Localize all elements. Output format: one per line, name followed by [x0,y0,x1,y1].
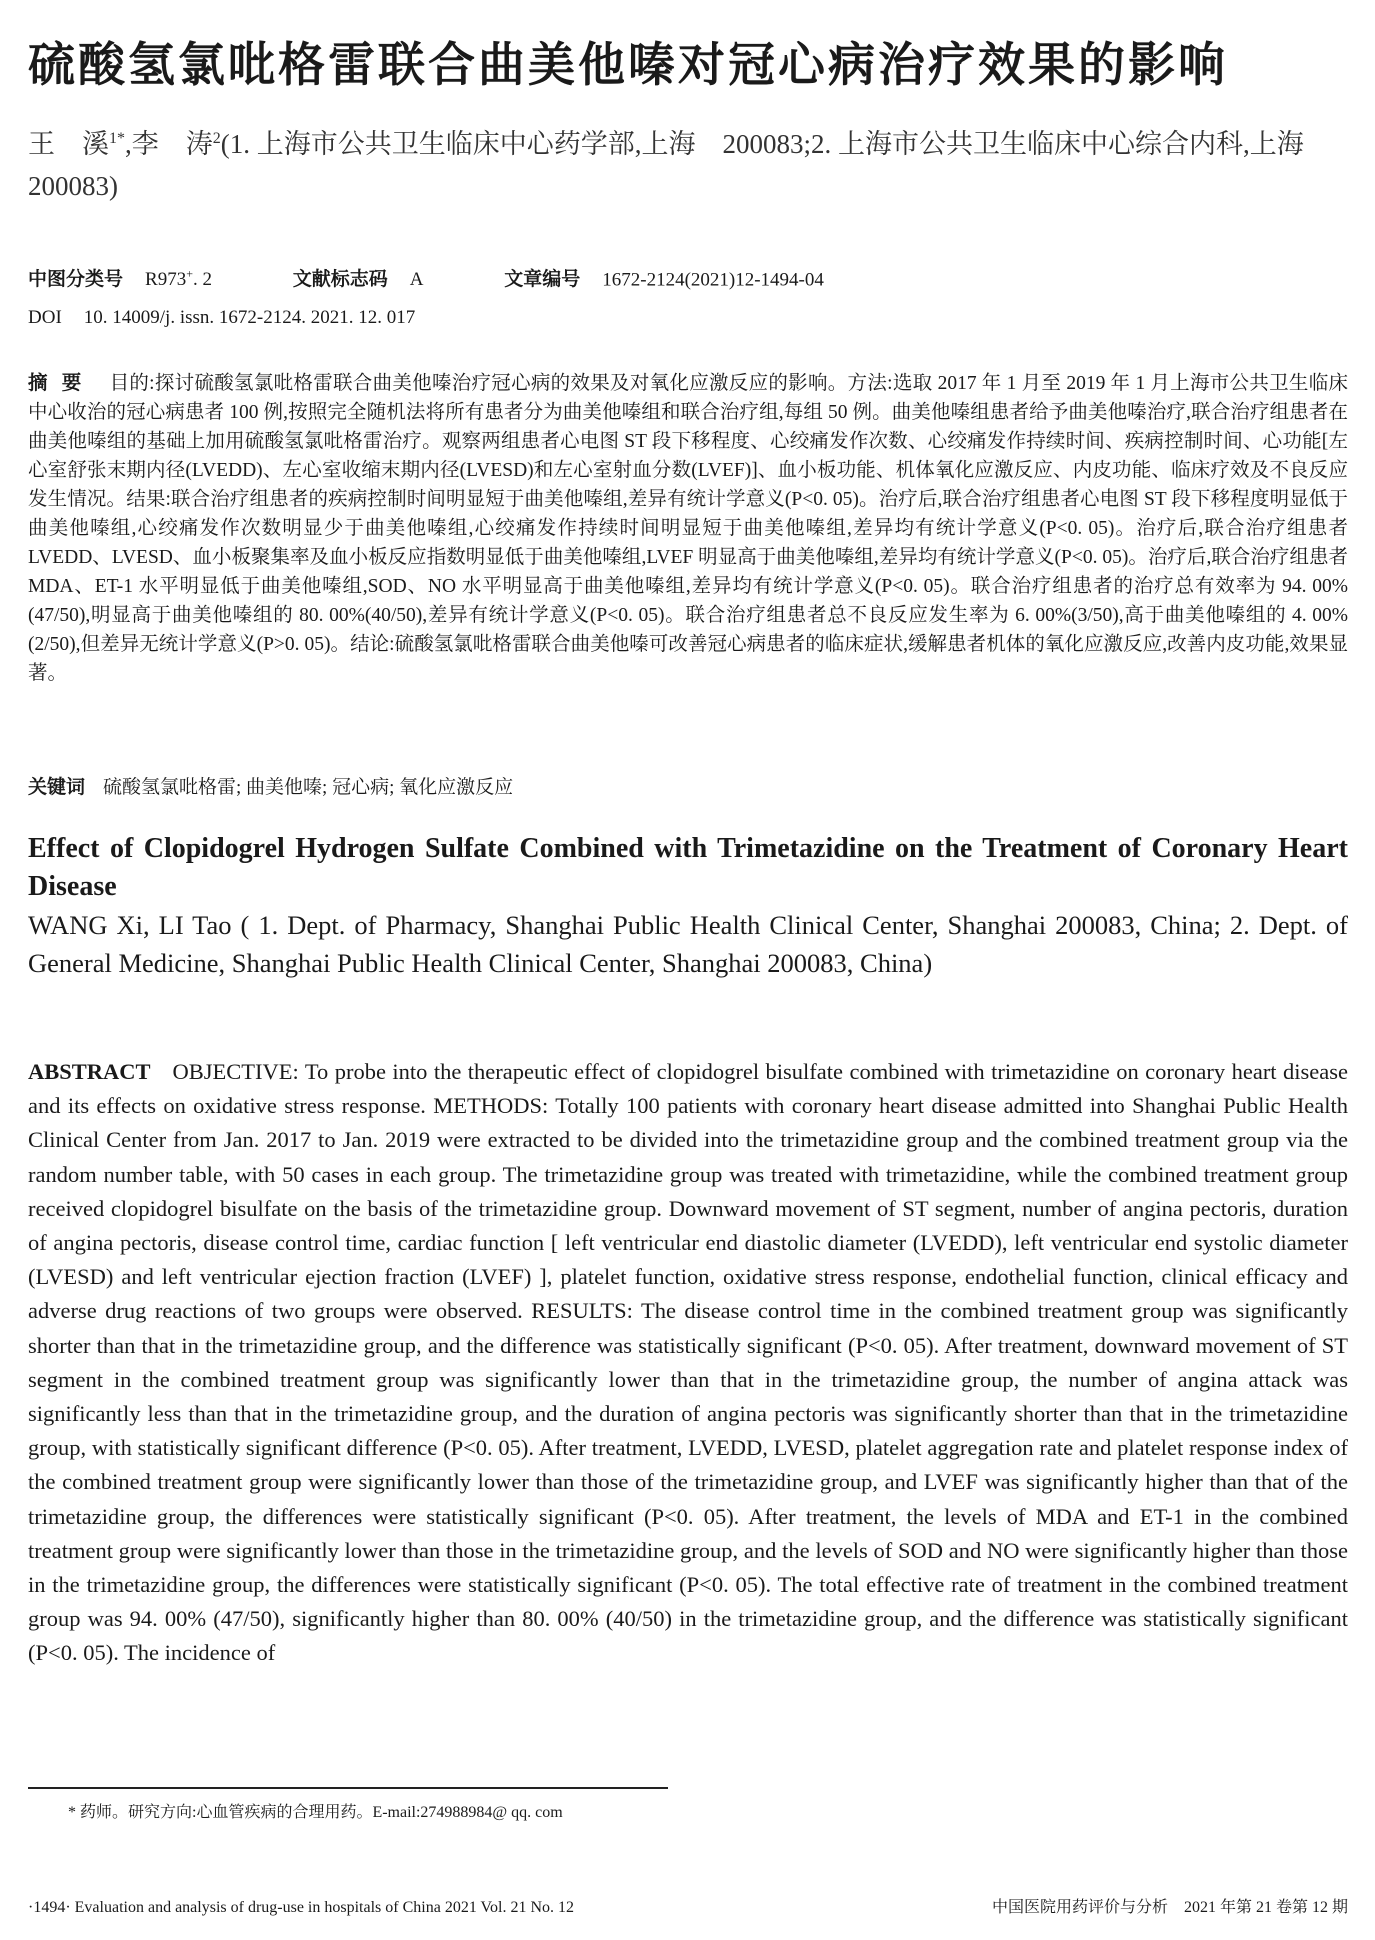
doc-code-label: 文献标志码 [292,268,388,291]
footer-journal-en: ·1494· Evaluation and analysis of drug-use in hospitals of China 2021 Vol. 21 No. 12 [28,1899,575,1916]
metadata-row [28,255,1348,299]
article-number-label: 文章编号 [504,268,581,291]
footer-journal-cn: 中国医院用药评价与分析 2021 年第 21 卷第 12 期 [991,1899,1348,1916]
affiliations: (1. 上海市公共卫生临床中心药学部,上海 200083;2. 上海市公共卫生临床中心综合内科,上海 200083) [28,129,1331,201]
article-number-value: 1672-2124(2021)12-1494-04 [602,269,824,291]
clc-value: R973+. 2 [145,267,212,291]
footnote: * 药师。研究方向:心血管疾病的合理用药。E-mail:274988984@ qq. com [68,1804,563,1821]
keywords-text: 硫酸氢氯吡格雷; 曲美他嗪; 冠心病; 氧化应激反应 [103,777,514,798]
english-abstract-text: OBJECTIVE: To probe into the therapeutic effect of clopidogrel bisulfate combined with trimetazidine on coronary heart disease and its effects on oxidative stress response. METHODS: Totally 100 patients with coronary heart disease admitted into Shanghai Public Health Clinical Center from Jan. 2017 to Jan. 2019 were extracted to be divided into the trimetazidine group and the combined treatment group via the random number table, with 50 cases in each group. The trimetazidine group was treated with trimetazidine, while the combined treatment group received clopidogrel bisulfate on the basis of the trimetazidine group. Downward movement of ST segment, number of angina pectoris, duration of angina pectoris, disease control time, cardiac function [ left ventricular end diastolic diameter (LVEDD), left ventricular end systolic diameter (LVESD) and left ventricular ejection fraction (LVEF) ], platelet function, oxidative stress response, endothelial function, clinical efficacy and adverse drug reactions of two groups were observed. RESULTS: The disease control time in the combined treatment group was significantly shorter than that in the trimetazidine group, and the difference was statistically significant (P<0. 05). After treatment, downward movement of ST segment in the combined treatment group was significantly lower than that in the trimetazidine group, the number of angina attack was significantly less than that in the trimetazidine group, and the duration of angina pectoris was significantly shorter than that in the trimetazidine group, with statistically significant difference (P<0. 05). After treatment, LVEDD, LVESD, platelet aggregation rate and platelet response index of the combined treatment group were significantly lower than those of the trimetazidine group, and LVEF was significantly higher than that of the trimetazidine group, the differences were statistically significant (P<0. 05). After treatment, the levels of MDA and ET-1 in the combined treatment group were significantly lower than those in the trimetazidine group, and the levels of SOD and NO were significantly higher than those in the trimetazidine group, the differences were statistically significant (P<0. 05). The total effective rate of treatment in the combined treatment group was 94. 00% (47/50), significantly higher than 80. 00% (40/50) in the trimetazidine group, and the difference was statistically significant (P<0. 05). The incidence of [28,1059,1348,1666]
doi-row [28,299,1348,337]
keywords [28,772,1348,803]
english-abstract [28,1055,1348,1671]
chinese-abstract [28,368,1348,688]
chinese-title: 硫酸氢氯吡格雷联合曲美他嗪对冠心病治疗效果的影响 [28,38,1228,93]
author-mark: 1* [109,130,125,147]
english-abstract-label: ABSTRACT [28,1059,151,1084]
keywords-label: 关键词 [28,776,86,798]
doi-label: DOI [28,307,62,329]
english-authors: WANG Xi, LI Tao ( 1. Dept. of Pharmacy, Shanghai Public Health Clinical Center, Shanghai 200083, China; 2. Dept. of General Medicine, Shanghai Public Health Clinical Center, Shanghai 200083, China) [28,910,1348,978]
article-metadata [28,255,1348,337]
abstract-text: 目的:探讨硫酸氢氯吡格雷联合曲美他嗪治疗冠心病的效果及对氧化应激反应的影响。方法:选取 2017 年 1 月至 2019 年 1 月上海市公共卫生临床中心收治的冠心病患者 100 例,按照完全随机法将所有患者分为曲美他嗪组和联合治疗组,每组 50 例。曲美他嗪组患者给予曲美他嗪治疗,联合治疗组患者在曲美他嗪组的基础上加用硫酸氢氯吡格雷治疗。观察两组患者心电图 ST 段下移程度、心绞痛发作次数、心绞痛发作持续时间、疾病控制时间、心功能[左心室舒张末期内径(LVEDD)、左心室收缩末期内径(LVESD)和左心室射血分数(LVEF)]、血小板功能、机体氧化应激反应、内皮功能、临床疗效及不良反应发生情况。结果:联合治疗组患者的疾病控制时间明显短于曲美他嗪组,差异有统计学意义(P<0. 05)。治疗后,联合治疗组患者心电图 ST 段下移程度明显低于曲美他嗪组,心绞痛发作次数明显少于曲美他嗪组,心绞痛发作持续时间明显短于曲美他嗪组,差异均有统计学意义(P<0. 05)。治疗后,联合治疗组患者 LVEDD、LVESD、血小板聚集率及血小板反应指数明显低于曲美他嗪组,LVEF 明显高于曲美他嗪组,差异均有统计学意义(P<0. 05)。治疗后,联合治疗组患者 MDA、ET-1 水平明显低于曲美他嗪组,SOD、NO 水平明显高于曲美他嗪组,差异均有统计学意义(P<0. 05)。联合治疗组患者的治疗总有效率为 94. 00%(47/50),明显高于曲美他嗪组的 80. 00%(40/50),差异有统计学意义(P<0. 05)。联合治疗组患者总不良反应发生率为 6. 00%(3/50),高于曲美他嗪组的 4. 00%(2/50),但差异无统计学意义(P>0. 05)。结论:硫酸氢氯吡格雷联合曲美他嗪可改善冠心病患者的临床症状,缓解患者机体的氧化应激反应,改善内皮功能,效果显著。 [28,373,1348,684]
author-name: 王 溪 [28,129,109,159]
doc-code-value: A [409,269,424,291]
english-title: Effect of Clopidogrel Hydrogen Sulfate Combined with Trimetazidine on the Treatment of Coronary Heart Disease [28,833,1348,902]
author-name: 李 涛 [131,129,213,159]
author-mark: 2 [212,130,221,147]
doi-value[interactable]: 10. 14009/j. issn. 1672-2124. 2021. 12. 017 [83,307,416,329]
footnote-divider [28,1787,668,1789]
author-line: 王 溪$^{1*}$,李 涛$^2$(1. 上海市公共卫生临床中心药学部,上海 200083;2. 上海市公共卫生临床中心综合内科,上海 200083) [28,129,1331,201]
clc-label: 中图分类号 [28,268,124,291]
abstract-label: 摘要 [28,371,96,394]
